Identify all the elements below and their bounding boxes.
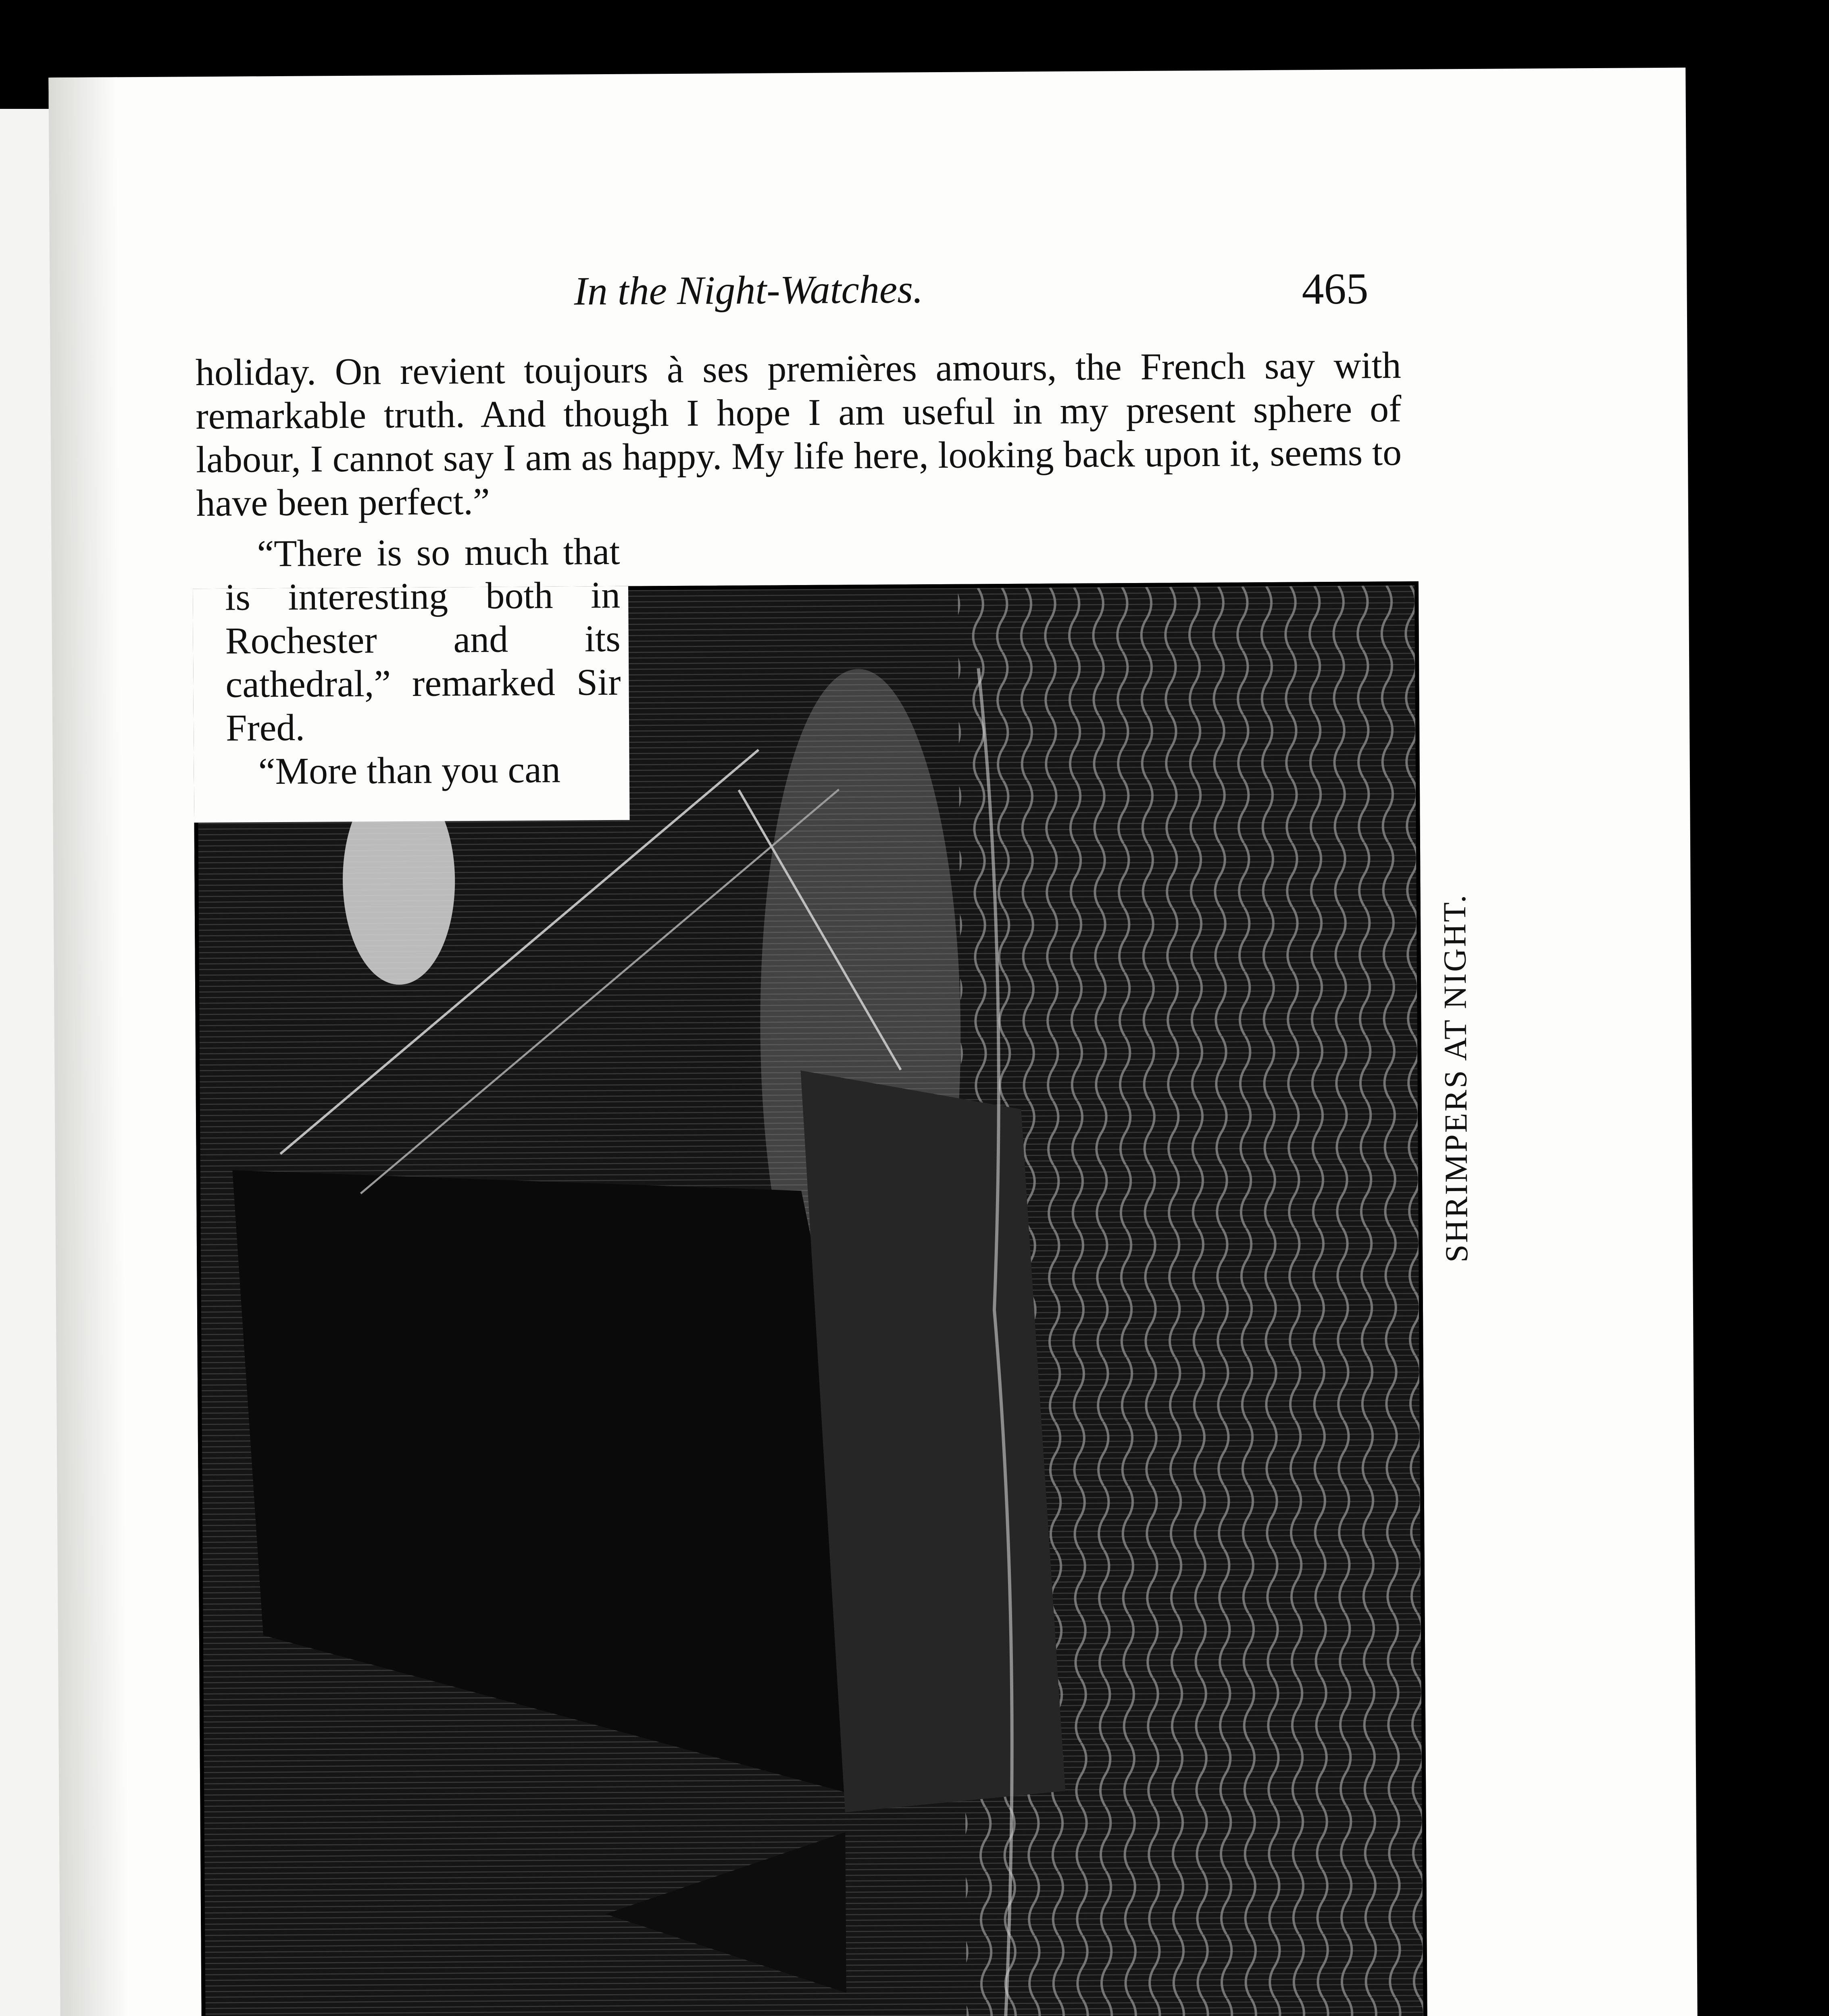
running-title: In the Night-Watches.	[574, 267, 923, 314]
page-number: 465	[1302, 264, 1369, 314]
top-paragraph	[195, 344, 1402, 525]
top-paragraph-text: holiday. On revient toujours à ses premières amours, the French say with remarkable truth. And though I hope I am useful in my present sphere of labour, I cannot say I am as happy. My life here, looking back upon it, seems to have been perfect.”	[195, 344, 1402, 525]
page-header	[50, 261, 1687, 328]
side-paragraph-2: “More than you can	[258, 748, 561, 793]
book-page	[48, 68, 1701, 2016]
gutter-shadow	[48, 77, 133, 2016]
illustration-caption: SHRIMPERS AT NIGHT.	[1437, 893, 1475, 1263]
side-paragraph-1: “There is so much that is interesting both in Rochester and its cathedral,” remarked Sir Fred.	[225, 530, 621, 749]
side-paragraphs	[225, 530, 621, 793]
